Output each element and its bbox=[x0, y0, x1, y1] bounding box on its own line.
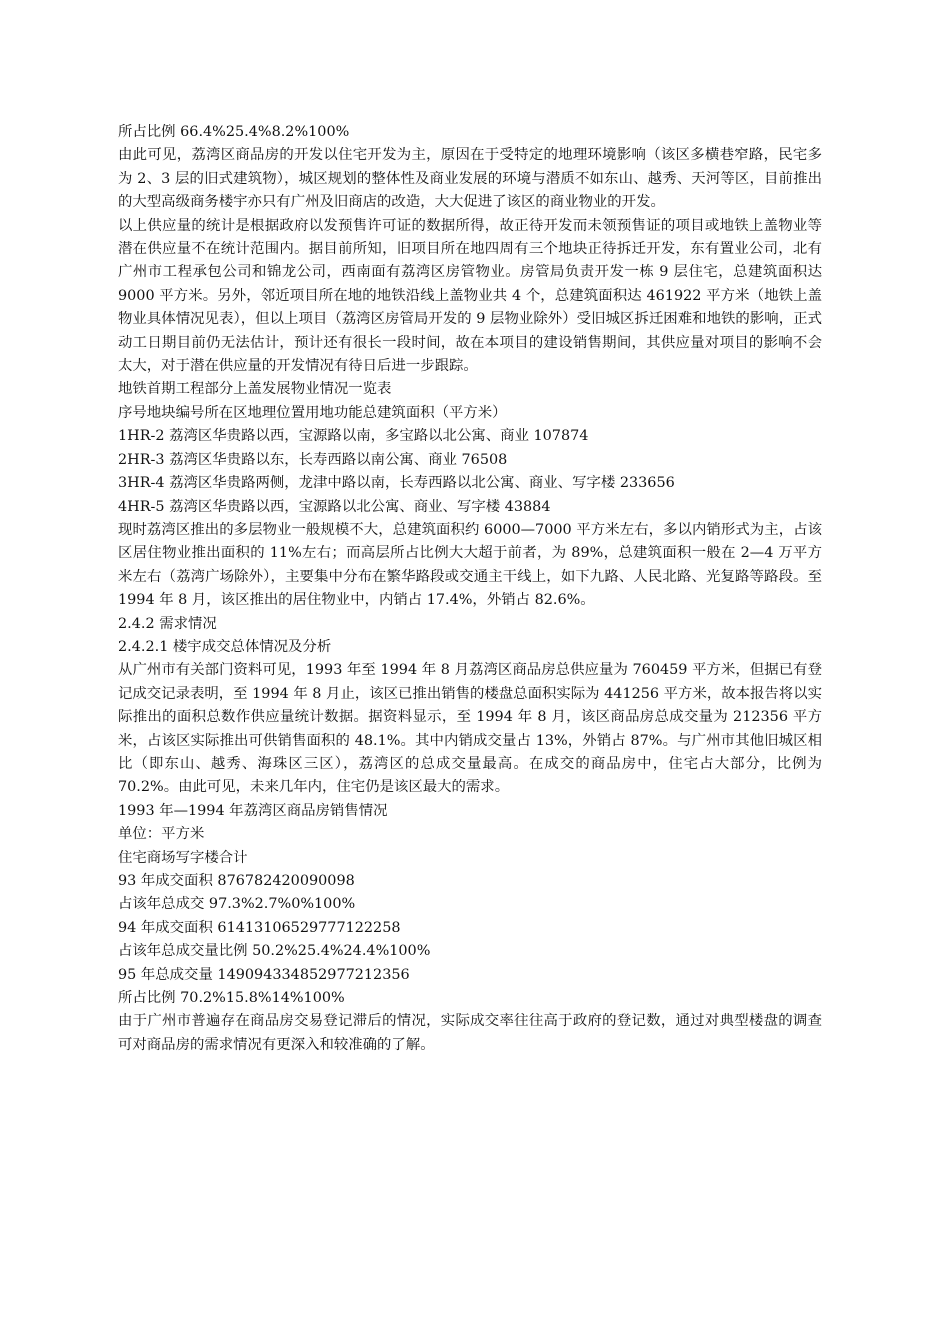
table-title-sales: 1993 年—1994 年荔湾区商品房销售情况 bbox=[118, 802, 388, 819]
subsection-heading: 2.4.2.1 楼宇成交总体情况及分析 bbox=[118, 638, 332, 655]
paragraph-conclusion: 由于广州市普遍存在商品房交易登记滞后的情况，实际成交率往往高于政府的登记数，通过对典型楼盘的调查可对商品房的需求情况有更深入和较准确的了解。 bbox=[118, 1013, 822, 1053]
paragraph-potential-supply: 以上供应量的统计是根据政府以发预售许可证的数据所得，故正待开发而未领预售证的项目或地铁上盖物业等潜在供应量不在统计范围内。据目前所知，旧项目所在地四周有三个地块正待拆迁开发，东有置业公司，北有广州市工程承包公司和锦龙公司，西南面有荔湾区房管物业。房管局负责开发一栋 9 层住宅，总建筑面积达 9000 平方米。另外，邻近项目所在地的地铁沿线上盖物业共 4 个，总建筑面积达 461922 平方米（地铁上盖物业具体情况见表），但以上项目（荔湾区房管局开发的 9 层物业除外）受旧城区拆迁困难和地铁的影响，正式动工日期目前仍无法估计，预计还有很长一段时间，故在本项目的建设销售期间，其供应量对项目的影响不会太大，对于潜在供应量的开发情况有待日后进一步跟踪。 bbox=[118, 217, 822, 375]
table-unit: 单位：平方米 bbox=[118, 826, 205, 843]
table-row: 4HR-5 荔湾区华贵路以西，宝源路以北公寓、商业、写字楼 43884 bbox=[118, 498, 551, 515]
table-row: 95 年总成交量 149094334852977212356 bbox=[118, 966, 410, 983]
table-row: 所占比例 70.2%15.8%14%100% bbox=[118, 990, 345, 1007]
table-row: 93 年成交面积 876782420090098 bbox=[118, 873, 355, 889]
document-body bbox=[118, 121, 822, 1057]
table-header-metro: 序号地块编号所在区地理位置用地功能总建筑面积（平方米） bbox=[118, 404, 507, 421]
table-row: 2HR-3 荔湾区华贵路以东，长寿西路以南公寓、商业 76508 bbox=[118, 451, 508, 468]
table-header-sales: 住宅商场写字楼合计 bbox=[118, 849, 248, 866]
table-row: 3HR-4 荔湾区华贵路两侧，龙津中路以南，长寿西路以北公寓、商业、写字楼 233656 bbox=[118, 475, 675, 492]
paragraph-multistory: 现时荔湾区推出的多层物业一般规模不大，总建筑面积约 6000—7000 平方米左右，多以内销形式为主，占该区居住物业推出面积的 11%左右；而高层所占比例大大超于前者，为 89%，总建筑面积一般在 2—4 万平方米左右（荔湾广场除外），主要集中分布在繁华路段或交通主干线上，如下九路、人民北路、光复路等路段。至 1994 年 8 月，该区推出的居住物业中，内销占 17.4%，外销占 82.6%。 bbox=[118, 521, 822, 609]
table-row: 占该年总成交 97.3%2.7%0%100% bbox=[118, 896, 356, 913]
paragraph-transactions: 从广州市有关部门资料可见，1993 年至 1994 年 8 月荔湾区商品房总供应量为 760459 平方米，但据已有登记成交记录表明，至 1994 年 8 月止，该区已推出销售的楼盘总面积实际为 441256 平方米，故本报告将以实际推出的面积总数作供应量统计数据。据资料显示，至 1994 年 8 月，该区商品房总成交量为 212356 平方米，占该区实际推出可供销售面积的 48.1%。其中内销成交量占 13%，外销占 87%。与广州市其他旧城区相比（即东山、越秀、海珠区三区），荔湾区的总成交量最高。在成交的商品房中，住宅占大部分，比例为 70.2%。由此可见，未来几年内，住宅仍是该区最大的需求。 bbox=[118, 662, 822, 796]
paragraph-ratio-summary: 所占比例 66.4%25.4%8.2%100% bbox=[118, 124, 350, 140]
section-heading: 2.4.2 需求情况 bbox=[118, 615, 217, 632]
table-row: 占该年总成交量比例 50.2%25.4%24.4%100% bbox=[118, 943, 431, 960]
table-title-metro: 地铁首期工程部分上盖发展物业情况一览表 bbox=[118, 381, 392, 398]
paragraph-analysis: 由此可见，荔湾区商品房的开发以住宅开发为主，原因在于受特定的地理环境影响（该区多横巷窄路，民宅多为 2、3 层的旧式建筑物），城区规划的整体性及商业发展的环境与潜质不如东山、越秀、天河等区，目前推出的大型高级商务楼宇亦只有广州及旧商店的改造，大大促进了该区的商业物业的开发。 bbox=[118, 147, 822, 211]
table-row: 1HR-2 荔湾区华贵路以西，宝源路以南，多宝路以北公寓、商业 107874 bbox=[118, 428, 589, 445]
table-row: 94 年成交面积 61413106529777122258 bbox=[118, 919, 401, 936]
